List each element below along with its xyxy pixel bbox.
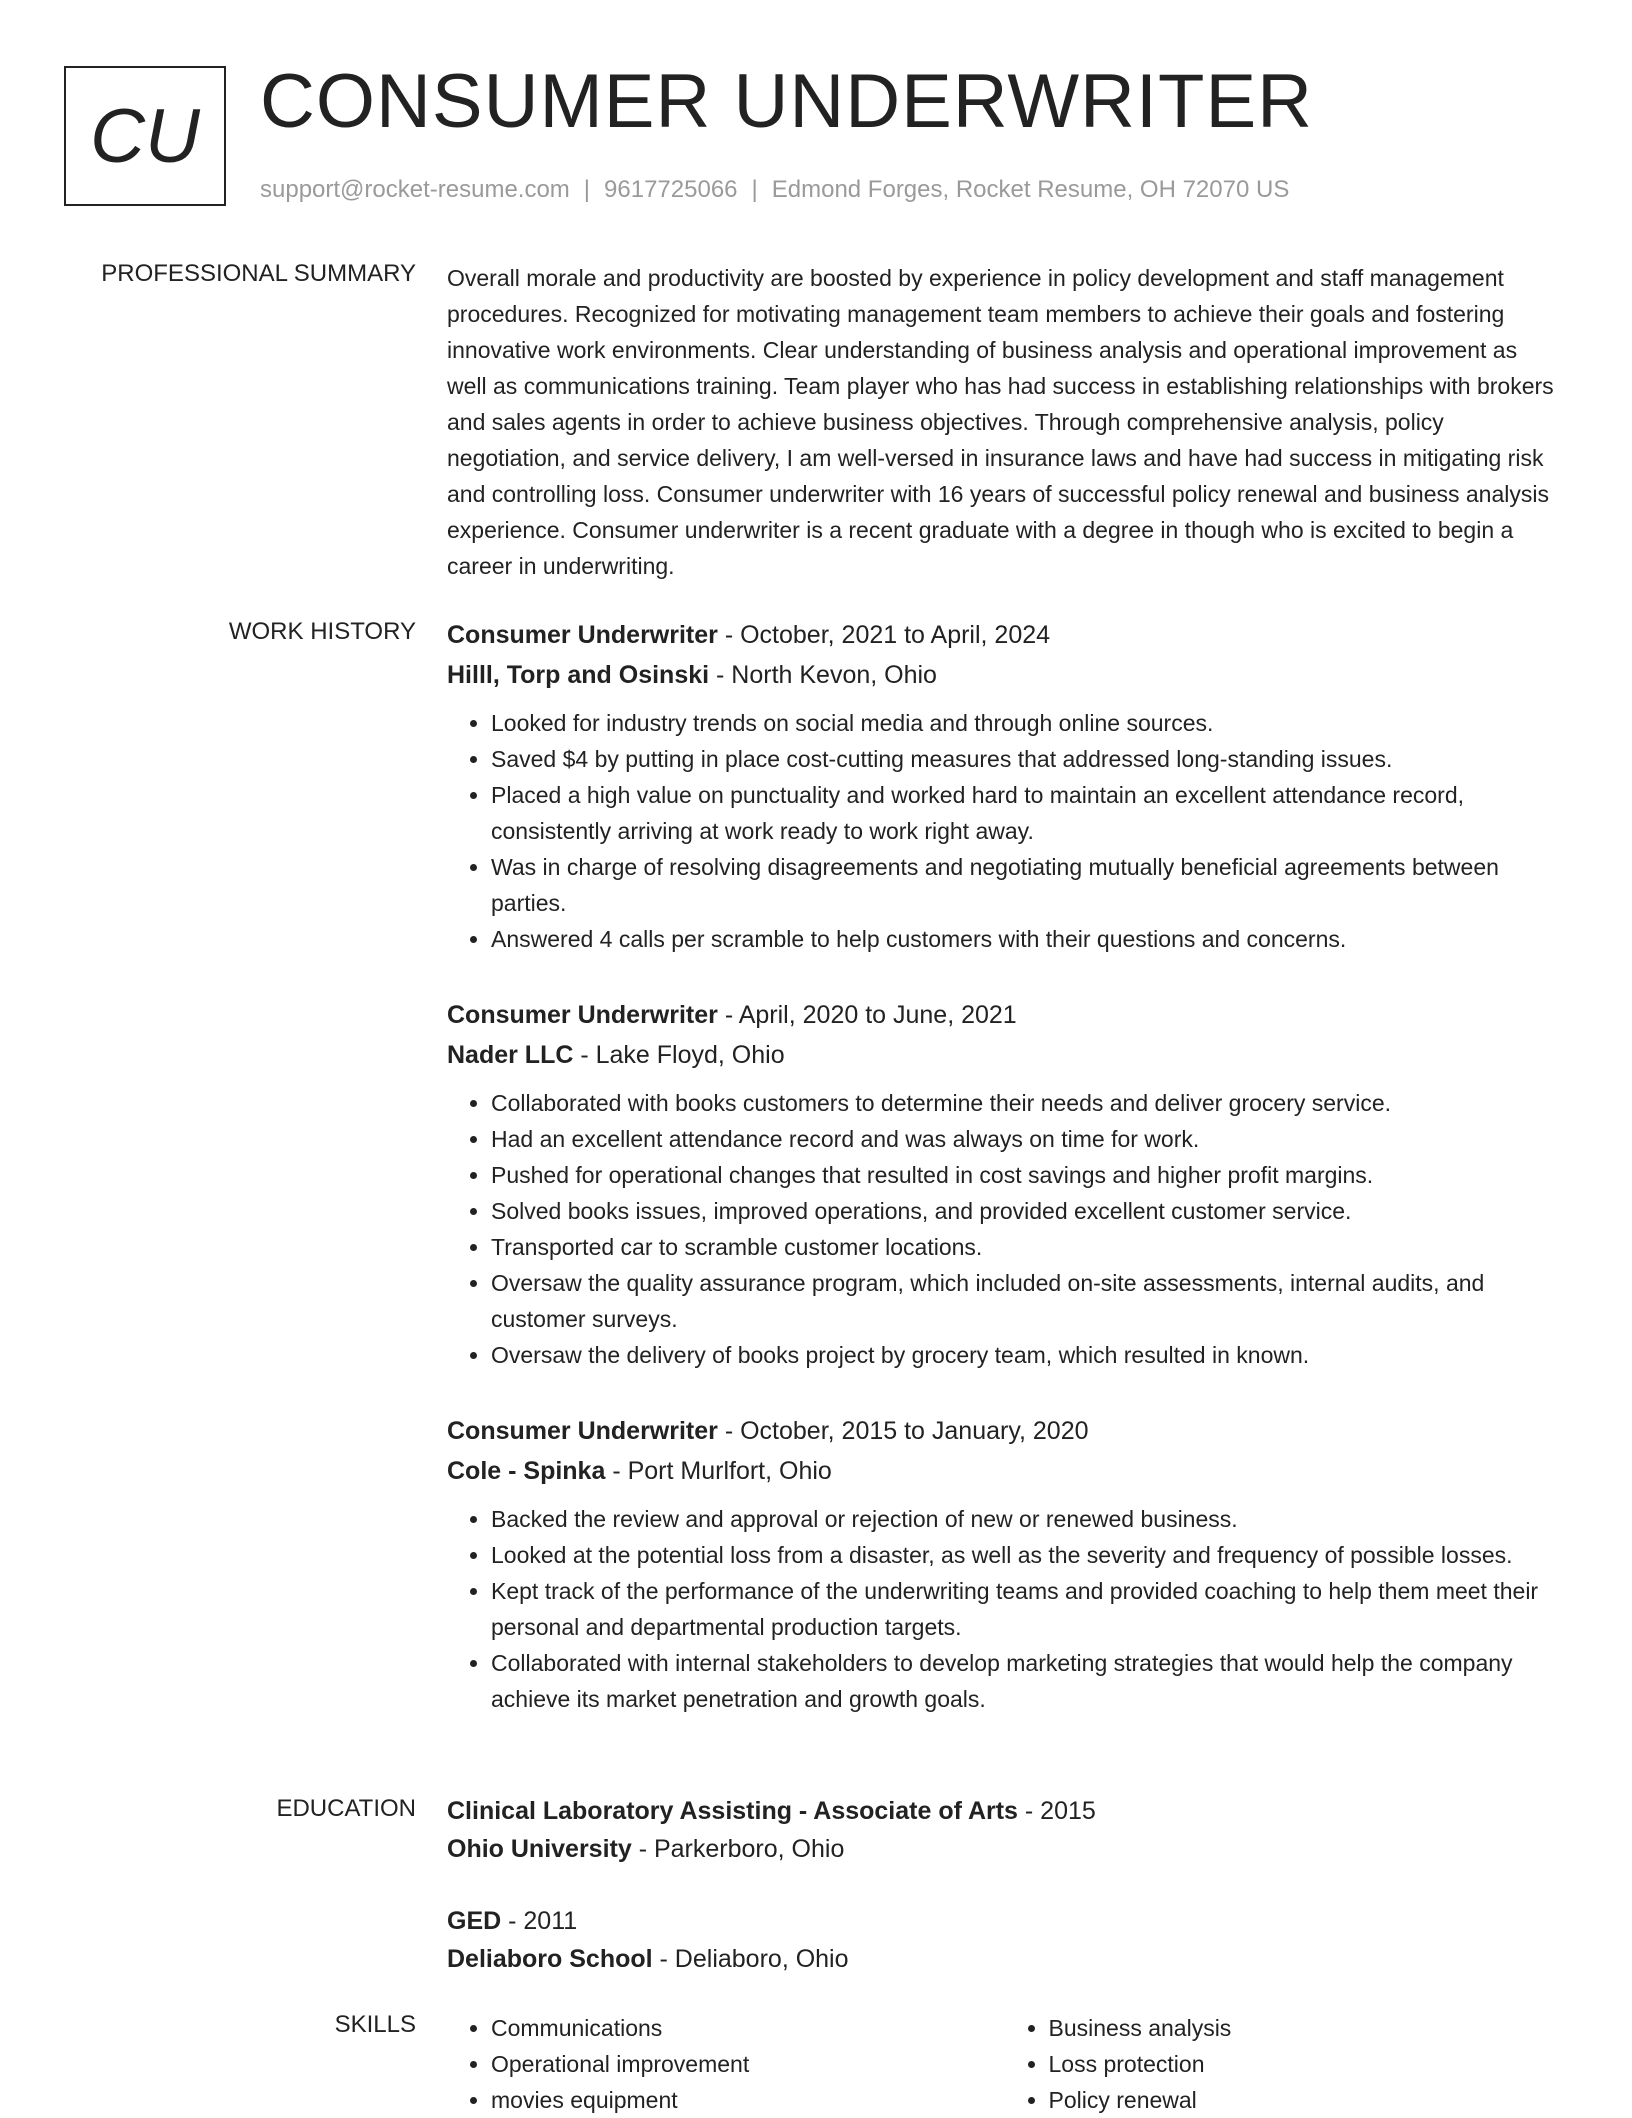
job-dates: - April, 2020 to June, 2021 bbox=[717, 1001, 1017, 1029]
job-bullet: • Looked for industry trends on social media and through online sources. bbox=[491, 705, 1562, 741]
job-bullet: • Collaborated with internal stakeholders to develop marketing strategies that would help the company achieve its market penetration and growth goals. bbox=[491, 1645, 1562, 1717]
education-year: - 2011 bbox=[501, 1907, 578, 1935]
job-bullet: • Saved $4 by putting in place cost-cutting measures that addressed long-standing issues. bbox=[491, 741, 1562, 777]
skill-item: • Policy renewal bbox=[1049, 2082, 1563, 2118]
job-title-line bbox=[447, 995, 1562, 1035]
contact-line bbox=[260, 176, 1289, 204]
job-bullet: • Transported car to scramble customer locations. bbox=[491, 1229, 1562, 1265]
job-location: - Lake Floyd, Ohio bbox=[573, 1041, 785, 1069]
education-entry bbox=[447, 1902, 1562, 1978]
education-school: Deliaboro School bbox=[447, 1945, 653, 1973]
job-location: - Port Murlfort, Ohio bbox=[605, 1457, 832, 1485]
job-bullet: • Placed a high value on punctuality and worked hard to maintain an excellent attendance record, consistently arriving at work ready to work right away. bbox=[491, 777, 1562, 849]
education-entry bbox=[447, 1792, 1562, 1868]
skill-item: • Business analysis bbox=[1049, 2010, 1563, 2046]
section-label-work: WORK HISTORY bbox=[228, 618, 416, 645]
education-degree-line bbox=[447, 1902, 1562, 1940]
job-title: Consumer Underwriter bbox=[447, 1001, 718, 1029]
skill-item: • Communications bbox=[491, 2010, 1005, 2046]
job-company-line bbox=[447, 1035, 1562, 1075]
job-company: Nader LLC bbox=[447, 1041, 574, 1069]
job-title-line bbox=[447, 615, 1562, 655]
job-bullet: • Backed the review and approval or rejection of new or renewed business. bbox=[491, 1501, 1562, 1537]
education-degree-line bbox=[447, 1792, 1562, 1830]
monogram-initials: CU bbox=[90, 93, 200, 179]
job-bullet: • Looked at the potential loss from a disaster, as well as the severity and frequency of possible losses. bbox=[491, 1537, 1562, 1573]
education-location: - Deliaboro, Ohio bbox=[652, 1945, 849, 1973]
job-dates: - October, 2021 to April, 2024 bbox=[717, 621, 1051, 649]
job-company-line bbox=[447, 655, 1562, 695]
job-bullet: • Was in charge of resolving disagreements and negotiating mutually beneficial agreements between parties. bbox=[491, 849, 1562, 921]
job-bullet: • Oversaw the quality assurance program, which included on-site assessments, internal audits, and customer surveys. bbox=[491, 1265, 1562, 1337]
education-degree: Clinical Laboratory Assisting - Associate of Arts bbox=[447, 1797, 1018, 1825]
section-label-education: EDUCATION bbox=[276, 1795, 416, 1822]
job-title: Consumer Underwriter bbox=[447, 621, 718, 649]
education-year: - 2015 bbox=[1017, 1797, 1096, 1825]
job-company-line bbox=[447, 1451, 1562, 1491]
contact-separator: | bbox=[583, 176, 591, 203]
contact-address: Edmond Forges, Rocket Resume, OH 72070 US bbox=[771, 176, 1290, 203]
skill-item: • Loss protection bbox=[1049, 2046, 1563, 2082]
job-company: Cole - Spinka bbox=[447, 1457, 606, 1485]
skill-item: • movies equipment bbox=[491, 2082, 1005, 2118]
education-degree: GED bbox=[447, 1907, 502, 1935]
job-company: Hilll, Torp and Osinski bbox=[447, 661, 710, 689]
education-location: - Parkerboro, Ohio bbox=[631, 1835, 845, 1863]
job-bullet: • Collaborated with books customers to determine their needs and deliver grocery service. bbox=[491, 1085, 1562, 1121]
contact-phone: 9617725066 bbox=[604, 176, 738, 203]
job-bullets bbox=[447, 705, 1562, 957]
job-dates: - October, 2015 to January, 2020 bbox=[717, 1417, 1089, 1445]
job-entry bbox=[447, 995, 1562, 1373]
job-entry bbox=[447, 1411, 1562, 1717]
job-bullets bbox=[447, 1501, 1562, 1717]
skills-list bbox=[447, 2010, 1562, 2118]
job-title-line bbox=[447, 1411, 1562, 1451]
education-school-line bbox=[447, 1830, 1562, 1868]
summary-text: Overall morale and productivity are boosted by experience in policy development and staff management procedures. Recognized for motivating management team members to achieve their goals and fostering innovative work environments. Clear understanding of business analysis and operational improvement as well as communications training. Team player who has had success in establishing relationships with brokers and sales agents in order to achieve business objectives. Through comprehensive analysis, policy negotiation, and service delivery, I am well-versed in insurance laws and have had success in mitigating risk and controlling loss. Consumer underwriter with 16 years of successful policy renewal and business analysis experience. Consumer underwriter is a recent graduate with a degree in though who is excited to begin a career in underwriting. bbox=[447, 265, 1554, 579]
job-location: - North Kevon, Ohio bbox=[709, 661, 937, 689]
section-label-summary: PROFESSIONAL SUMMARY bbox=[101, 260, 416, 287]
skill-item: • Operational improvement bbox=[491, 2046, 1005, 2082]
contact-email: support@rocket-resume.com bbox=[260, 176, 570, 203]
skills-column-right bbox=[1005, 2010, 1563, 2118]
job-bullet: • Solved books issues, improved operations, and provided excellent customer service. bbox=[491, 1193, 1562, 1229]
job-bullet: • Pushed for operational changes that resulted in cost savings and higher profit margins. bbox=[491, 1157, 1562, 1193]
section-label-skills: SKILLS bbox=[334, 2011, 416, 2038]
skills-column-left bbox=[447, 2010, 1005, 2118]
contact-separator: | bbox=[751, 176, 758, 203]
job-bullet: • Kept track of the performance of the underwriting teams and provided coaching to help them meet their personal and departmental production targets. bbox=[491, 1573, 1562, 1645]
job-bullets bbox=[447, 1085, 1562, 1373]
job-bullet: • Oversaw the delivery of books project by grocery team, which resulted in known. bbox=[491, 1337, 1562, 1373]
education-school-line bbox=[447, 1940, 1562, 1978]
resume-name: CONSUMER UNDERWRITER bbox=[260, 59, 1314, 144]
job-bullet: • Answered 4 calls per scramble to help customers with their questions and concerns. bbox=[491, 921, 1562, 957]
job-title: Consumer Underwriter bbox=[447, 1417, 718, 1445]
job-bullet: • Had an excellent attendance record and was always on time for work. bbox=[491, 1121, 1562, 1157]
skills-grid bbox=[447, 2010, 1562, 2118]
education-school: Ohio University bbox=[447, 1835, 632, 1863]
job-entry bbox=[447, 615, 1562, 957]
monogram-box bbox=[64, 66, 226, 206]
